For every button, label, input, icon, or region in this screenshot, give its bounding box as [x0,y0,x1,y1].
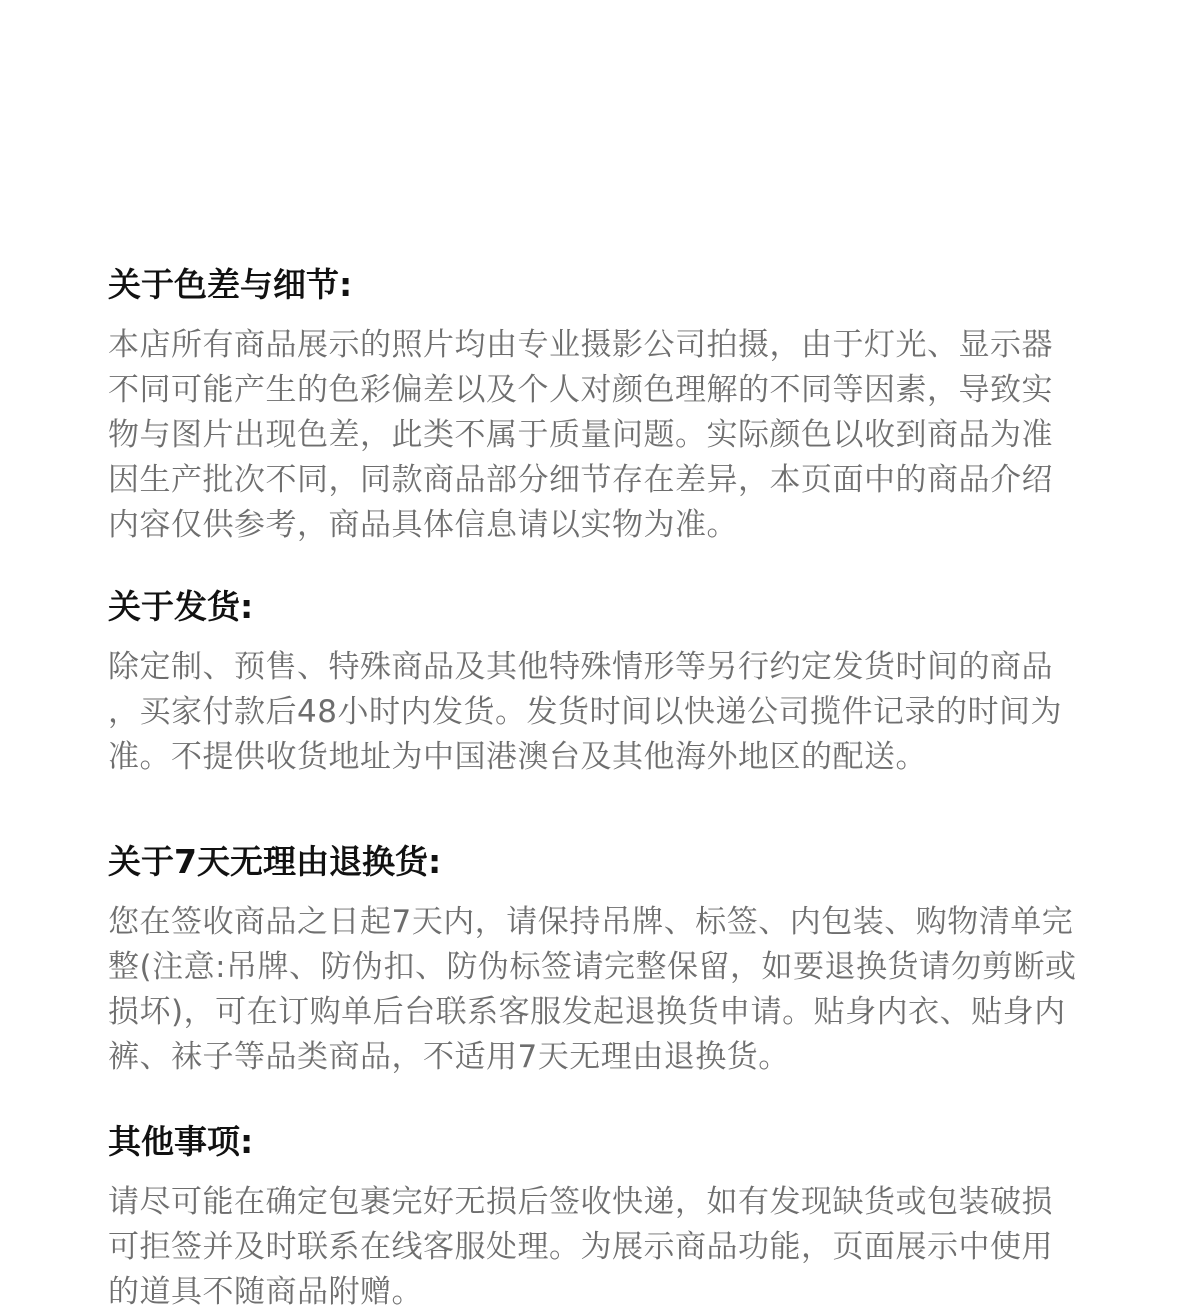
section-heading: 其他事项: [108,1122,254,1161]
section-shipping [108,585,1098,780]
body-line: 本店所有商品展示的照片均由专业摄影公司拍摄，由于灯光、显示器 [108,327,1053,363]
section-heading: 关于色差与细节: [108,265,353,304]
body-line: 请尽可能在确定包裹完好无损后签收快递，如有发现缺货或包装破损 [108,1184,1053,1220]
body-line: 准。不提供收货地址为中国港澳台及其他海外地区的配送。 [108,739,927,775]
section-color-difference [108,263,1098,548]
section-seven-day-return [108,840,1098,1080]
section-body [108,900,1098,1080]
body-line: 整(注意:吊牌、防伪扣、防伪标签请完整保留，如要退换货请勿剪断或 [108,949,1077,985]
body-line: 因生产批次不同，同款商品部分细节存在差异，本页面中的商品介绍 [108,462,1053,498]
body-line: 裤、袜子等品类商品，不适用7天无理由退换货。 [108,1039,790,1075]
section-heading: 关于7天无理由退换货: [108,842,442,881]
section-body [108,645,1098,780]
body-line: 的道具不随商品附赠。 [108,1274,423,1310]
section-body [108,1180,1098,1315]
body-line: ，买家付款后48小时内发货。发货时间以快递公司揽件记录的时间为 [108,694,1062,730]
body-line: 损坏)，可在订购单后台联系客服发起退换货申请。贴身内衣、贴身内 [108,994,1066,1030]
section-heading: 关于发货: [108,587,254,626]
section-body [108,323,1098,548]
body-line: 除定制、预售、特殊商品及其他特殊情形等另行约定发货时间的商品 [108,649,1053,685]
body-line: 内容仅供参考，商品具体信息请以实物为准。 [108,507,738,543]
body-line: 不同可能产生的色彩偏差以及个人对颜色理解的不同等因素，导致实 [108,372,1053,408]
body-line: 物与图片出现色差，此类不属于质量问题。实际颜色以收到商品为准 [108,417,1053,453]
body-line: 您在签收商品之日起7天内，请保持吊牌、标签、内包装、购物清单完 [108,904,1074,940]
section-other-matters [108,1120,1098,1315]
body-line: 可拒签并及时联系在线客服处理。为展示商品功能，页面展示中使用 [108,1229,1053,1265]
